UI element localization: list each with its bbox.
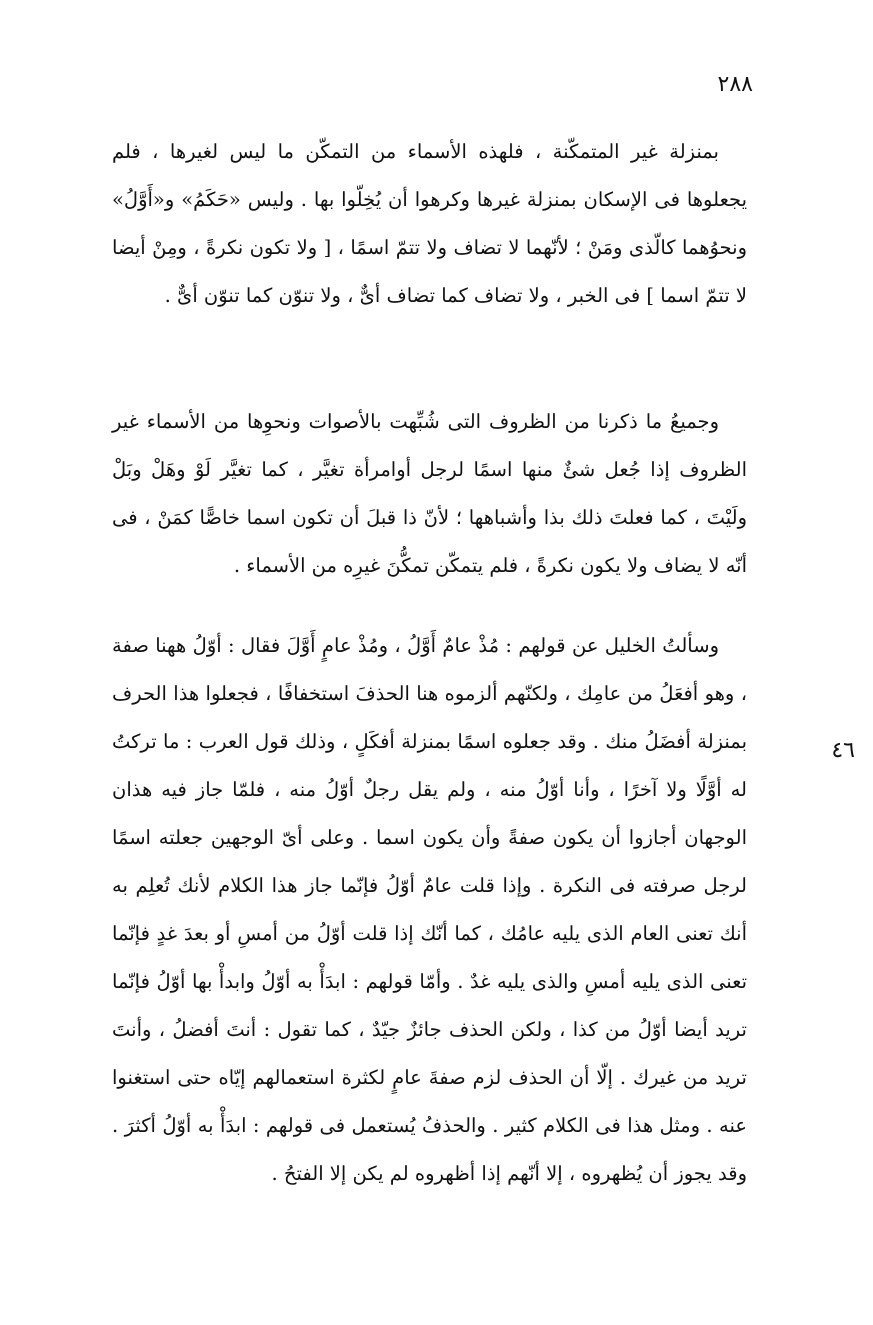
paragraph-text: وسألتُ الخليل عن قولهم : مُذْ عامٌ أَوَّلُ ، ومُذْ عامٍ أَوَّلَ فقال : أوّلُ ههنا صفة ، وهو أفعَلُ من عامِك ، ولكنّهم ألزموه هنا الحذفَ استخفافًا ، فجعلوا هذا الحرف بمنزلة أفضَلُ منك . وقد جعلوه اسمًا بمنزلة أفكَلٍ ، وذلك قول العرب : ما تركتُ له أوَّلًا ولا آخرًا ، وأنا أوّلُ منه ، ولم يقل رجلٌ أوّلُ منه ، فلمّا جاز فيه هذان الوجهان أجازوا أن يكون صفةً وأن يكون اسما . وعلى أىّ الوجهين جعلته اسمًا لرجل صرفته فى النكرة . وإذا قلت عامٌ أوّلُ فإنّما جاز هذا الكلام لأنك تُعلِم به أنك تعنى العام الذى يليه عامُك ، كما أنّك إذا قلت أوّلُ من أمسِ أو بعدَ غدٍ فإنّما تعنى الذى يليه أمسِ والذى يليه غدٌ . وأمّا قولهم : ابدَأْ به أوّلُ وابدأْ بها أوّلُ فإنّما تريد أيضا أوّلُ من كذا ، ولكن الحذف جائزٌ جيّدٌ ، كما تقول : أنتَ أفضلُ ، وأنتَ تريد من غيرك . إلّا أن الحذف لزم صفةَ عامٍ لكثرة استعمالهم إيّاه حتى استغنوا عنه . ومثل هذا فى الكلام كثير . والحذفُ يُستعمل فى قولهم : ابدَأْ به أوّلُ أكثرَ . وقد يجوز أن يُظهروه ، إلا أنّهم إذا أظهروه لم يكن إلا الفتحُ . <box>112 634 747 1185</box>
paragraph-1 <box>112 128 747 320</box>
paragraph-text: بمنزلة غير المتمكّنة ، فلهذه الأسماء من التمكّن ما ليس لغيرها ، فلم يجعلوها فى الإسكان بمنزلة غيرها وكرهوا أن يُخِلّوا بها . وليس «حَكَمُ» و«أَوَّلُ» ونحوُهما كالّذى ومَنْ ؛ لأنّهما لا تضاف ولا تتمّ اسمًا ، [ ولا تكون نكرةً ، ومِنْ أيضا لا تتمّ اسما ] فى الخبر ، ولا تضاف كما تضاف أىٌّ ، ولا تنوّن كما تنوّن أىٌّ . <box>112 140 747 307</box>
paragraph-text: وجميعُ ما ذكرنا من الظروف التى شُبِّهت بالأصوات ونحوِها من الأسماء غير الظروف إذا جُعل شئٌ منها اسمًا لرجل أوامرأة تغيَّر ، كما تغيَّر لَوْ وهَلْ وبَلْ ولَيْتَ ، كما فعلتَ ذلك بذا وأشباهها ؛ لأنّ ذا قبلَ أن تكون اسما خاصًّا كمَنْ ، فى أنّه لا يضاف ولا يكون نكرةً ، فلم يتمكّن تمكُّنَ غيرِه من الأسماء . <box>112 410 747 577</box>
margin-reference-number: ٤٦ <box>831 738 855 763</box>
paragraph-3 <box>112 622 747 1198</box>
page-number: ٢٨٨ <box>717 72 753 97</box>
paragraph-2 <box>112 398 747 590</box>
